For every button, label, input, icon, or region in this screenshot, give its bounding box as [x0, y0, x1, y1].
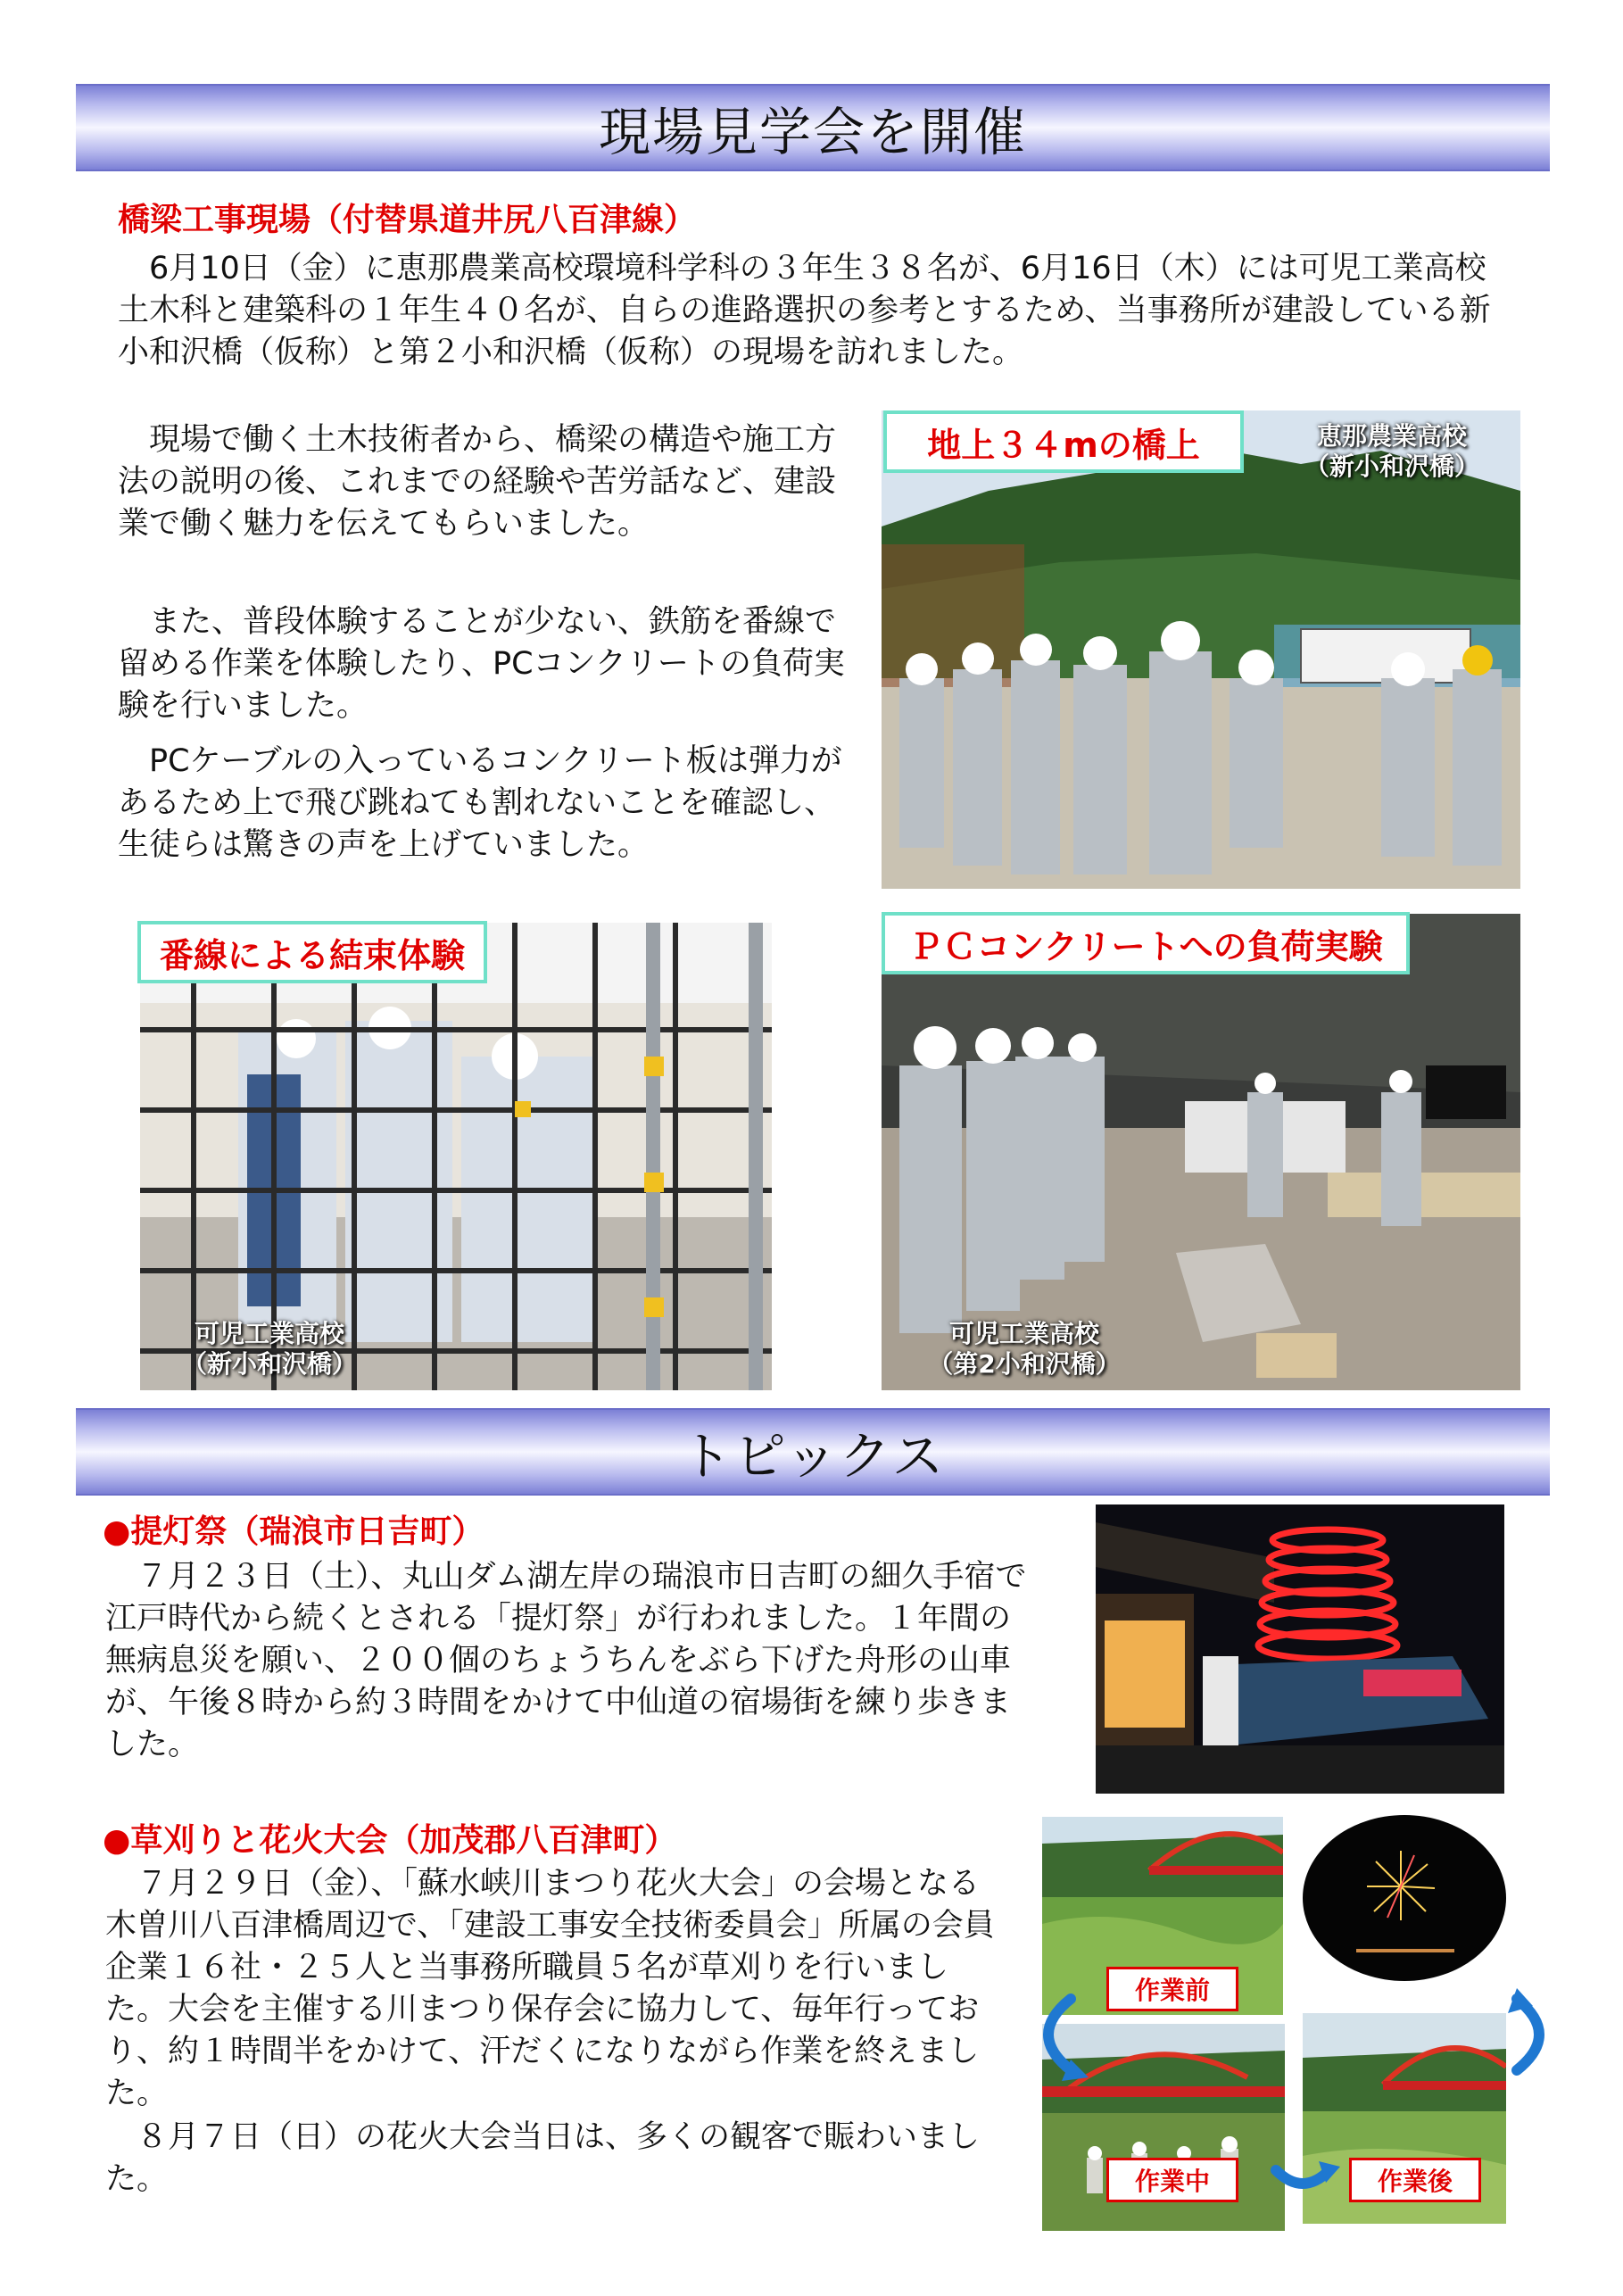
- section1-banner: [76, 84, 1550, 171]
- photo-lantern-festival-image: [1096, 1504, 1504, 1794]
- photo-bridge-top-callout: 地上３４mの橋上: [883, 410, 1244, 473]
- tag-during: 作業中: [1106, 2158, 1238, 2202]
- photo-rebar-binding-caption: [171, 1319, 368, 1380]
- arrow-left-icon: [1048, 1999, 1071, 2070]
- tag-before: 作業前: [1106, 1967, 1238, 2011]
- photo-bridge-top-image: [882, 410, 1520, 889]
- topic1-body: ７月２３日（土）、丸山ダム湖左岸の瑞浪市日吉町の細久手宿で江戸時代から続くとされる「提灯祭」が行われました。１年間の無病息災を願い、２００個のちょうちんをぶら下げた舟形の山車が、午後８時から約３時間をかけて中仙道の宿場街を練り歩きました。: [105, 1559, 1027, 1762]
- section2-banner-title: トピックス: [680, 1426, 946, 1487]
- photo-pc-concrete-test-caption-site: （第2小和沢橋）: [928, 1349, 1121, 1379]
- photo-pc-concrete-test-callout: ＰＣコンクリートへの負荷実験: [882, 912, 1410, 974]
- photo-fireworks-image: [1303, 1815, 1506, 1981]
- photo-pc-concrete-test-caption: [917, 1319, 1131, 1380]
- photo-bridge-top-caption-school: 恵那農業高校: [1316, 421, 1467, 451]
- section2-banner: [76, 1408, 1550, 1496]
- photo-bridge-top: [882, 410, 1520, 889]
- section1-subtitle: 橋梁工事現場（付替県道井尻八百津線）: [118, 202, 697, 238]
- topic1-title: ●提灯祭（瑞浪市日吉町）: [103, 1513, 484, 1550]
- photo-bridge-top-caption: [1276, 421, 1508, 482]
- section1-banner-title: 現場見学会を開催: [598, 102, 1027, 162]
- section1-paragraph-4: PCケーブルの入っているコンクリート板は弾力があるため上で飛び跳ねても割れないことを確認し、生徒らは驚きの声を上げていました。: [118, 743, 842, 863]
- tag-after: 作業後: [1349, 2158, 1481, 2202]
- topic2-title: ●草刈りと花火大会（加茂郡八百津町）: [103, 1822, 677, 1859]
- photo-bridge-top-caption-site: （新小和沢橋）: [1304, 452, 1479, 481]
- arrow-bottom-icon: [1276, 2170, 1329, 2184]
- topic2-body-1: ７月２９日（金）、「蘇水峡川まつり花火大会」の会場となる木曽川八百津橋周辺で、「建設工事安全技術委員会」所属の会員企業１６社・２５人と当事務所職員５名が草刈りを行いました。大会を主催する川まつり保存会に協力して、毎年行っており、約１時間半をかけて、汗だくになりながら作業を終えました。: [105, 1866, 995, 2111]
- section1-paragraph-2: 現場で働く土木技術者から、橋梁の構造や施工方法の説明の後、これまでの経験や苦労話など、建設業で働く魅力を伝えてもらいました。: [118, 422, 837, 542]
- photo-pc-concrete-test-caption-school: 可児工業高校: [948, 1319, 1099, 1348]
- section1-paragraph-1: 6月10日（金）に恵那農業高校環境科学科の３年生３８名が、6月16日（木）には可児工業高校土木科と建築科の１年生４０名が、自らの進路選択の参考とするため、当事務所が建設している新小和沢橋（仮称）と第２小和沢橋（仮称）の現場を訪れました。: [118, 251, 1491, 370]
- photo-rebar-binding-caption-school: 可児工業高校: [194, 1319, 344, 1348]
- photo-rebar-binding-caption-site: （新小和沢橋）: [181, 1349, 357, 1379]
- topic2-body-2: ８月７日（日）の花火大会当日は、多くの観客で賑わいました。: [105, 2119, 981, 2197]
- section1-paragraph-3: また、普段体験することが少ない、鉄筋を番線で留める作業を体験したり、PCコンクリートの負荷実験を行いました。: [118, 604, 845, 724]
- photo-rebar-binding-callout: 番線による結束体験: [137, 921, 487, 983]
- photo-lantern-festival: [1096, 1504, 1504, 1794]
- photo-fireworks: [1303, 1815, 1506, 1981]
